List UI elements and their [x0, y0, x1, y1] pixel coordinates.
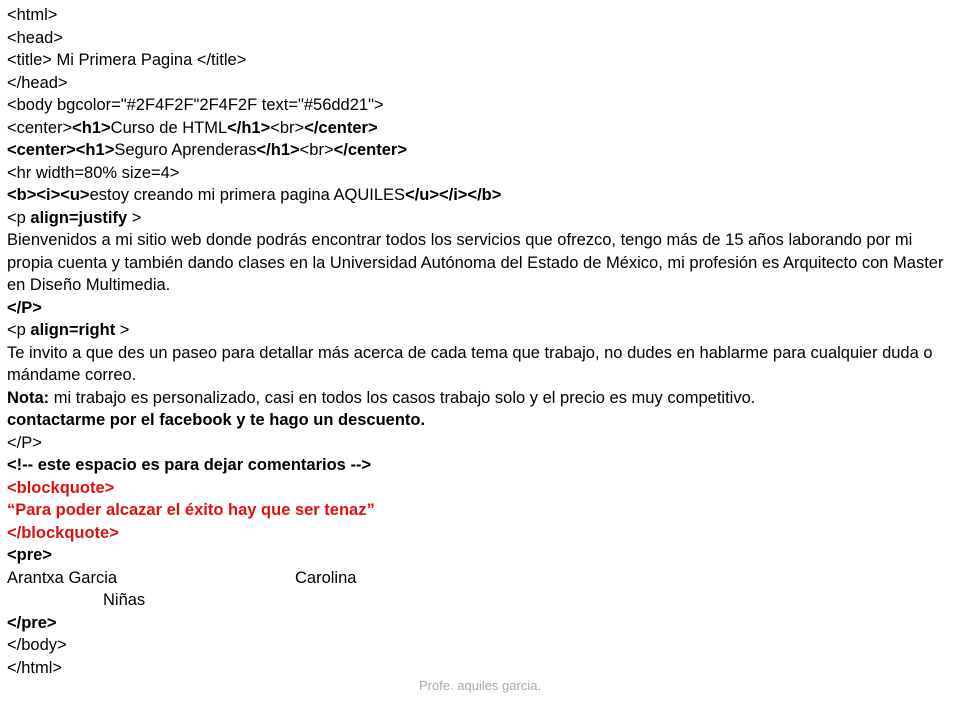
code-token: </h1>: [256, 141, 300, 159]
code-token: Seguro Aprenderas: [114, 141, 257, 159]
code-line-blockquote-close: </blockquote>: [7, 523, 119, 542]
code-line-hr: <hr width=80% size=4>: [7, 163, 180, 182]
code-token: align=justify: [30, 208, 128, 227]
code-line-html-open: <html>: [7, 6, 58, 24]
paragraph-bienvenidos: Bienvenidos a mi sitio web donde podrás encontrar todos los servicios que ofrezco, tengo más de 15 años laborando por mi propia cuenta y también dando clases en la Universidad Autónoma del Estado de México, mi profesión es Arquitecto con Master en Diseño Multimedia.: [7, 231, 944, 294]
pre-name-ninas: Niñas: [103, 591, 146, 609]
nota-label: Nota:: [7, 388, 50, 407]
code-token: <b><i><u>: [7, 186, 90, 204]
code-line-p-justify: [7, 207, 959, 230]
pre-row-names: [7, 567, 959, 590]
code-token: </h1>: [227, 118, 271, 137]
code-token: <center>: [7, 118, 73, 137]
code-line-title: <title> Mi Primera Pagina </title>: [7, 51, 247, 69]
code-token: align=right: [30, 321, 116, 339]
code-token: </u></i></b>: [405, 186, 502, 204]
code-token: </center>: [333, 141, 407, 159]
paragraph-nota: [7, 387, 959, 410]
code-token: <br>: [299, 141, 334, 159]
code-line-body-close: </body>: [7, 636, 67, 654]
code-token: <p: [7, 321, 31, 339]
code-line-p2-close: </P>: [7, 433, 42, 452]
code-token: <center>: [7, 141, 76, 159]
nota-text: mi trabajo es personalizado, casi en todos los casos trabajo solo y el precio es muy competitivo.: [49, 388, 756, 407]
paragraph-invitacion: Te invito a que des un paseo para detallar más acerca de cada tema que trabajo, no dudes en hablarme para cualquier duda o mándame correo.: [7, 343, 933, 384]
code-line-p-close: </P>: [7, 298, 42, 317]
code-token: >: [115, 321, 130, 339]
code-token: estoy creando mi primera pagina AQUILES: [89, 186, 406, 204]
paragraph-contacto: contactarme por el facebook y te hago un descuento.: [7, 411, 426, 429]
code-line-pre-close: </pre>: [7, 613, 57, 632]
code-token: <h1>: [72, 118, 111, 137]
pre-name-carolina: Carolina: [295, 568, 357, 587]
pre-row-ninas: [7, 589, 959, 612]
code-line-html-close: </html>: [7, 658, 63, 677]
code-listing: [7, 4, 959, 679]
code-token: <br>: [270, 118, 305, 137]
code-line-pre-open: <pre>: [7, 546, 52, 564]
code-line-biu: [7, 184, 959, 207]
code-line-p-right: [7, 319, 959, 342]
code-token: <p: [7, 208, 31, 227]
quote-text: “Para poder alcazar el éxito hay que ser tenaz”: [7, 501, 375, 519]
code-line-h1-curso: [7, 117, 959, 140]
code-token: </center>: [304, 118, 378, 137]
code-line-blockquote-open: <blockquote>: [7, 478, 115, 497]
slide-footer: Profe. aquiles garcia.: [418, 678, 542, 693]
code-token: Curso de HTML: [110, 118, 228, 137]
code-line-head-open: <head>: [7, 28, 63, 47]
code-line-head-close: </head>: [7, 73, 68, 92]
code-token: <h1>: [75, 141, 115, 159]
code-token: >: [127, 208, 142, 227]
code-line-comment: <!-- este espacio es para dejar comentarios -->: [7, 456, 372, 474]
pre-name-arantxa: Arantxa Garcia: [7, 568, 118, 587]
code-line-body-open: <body bgcolor="#2F4F2F"2F4F2F text="#56dd21">: [7, 96, 384, 114]
code-line-h1-seguro: [7, 139, 959, 162]
